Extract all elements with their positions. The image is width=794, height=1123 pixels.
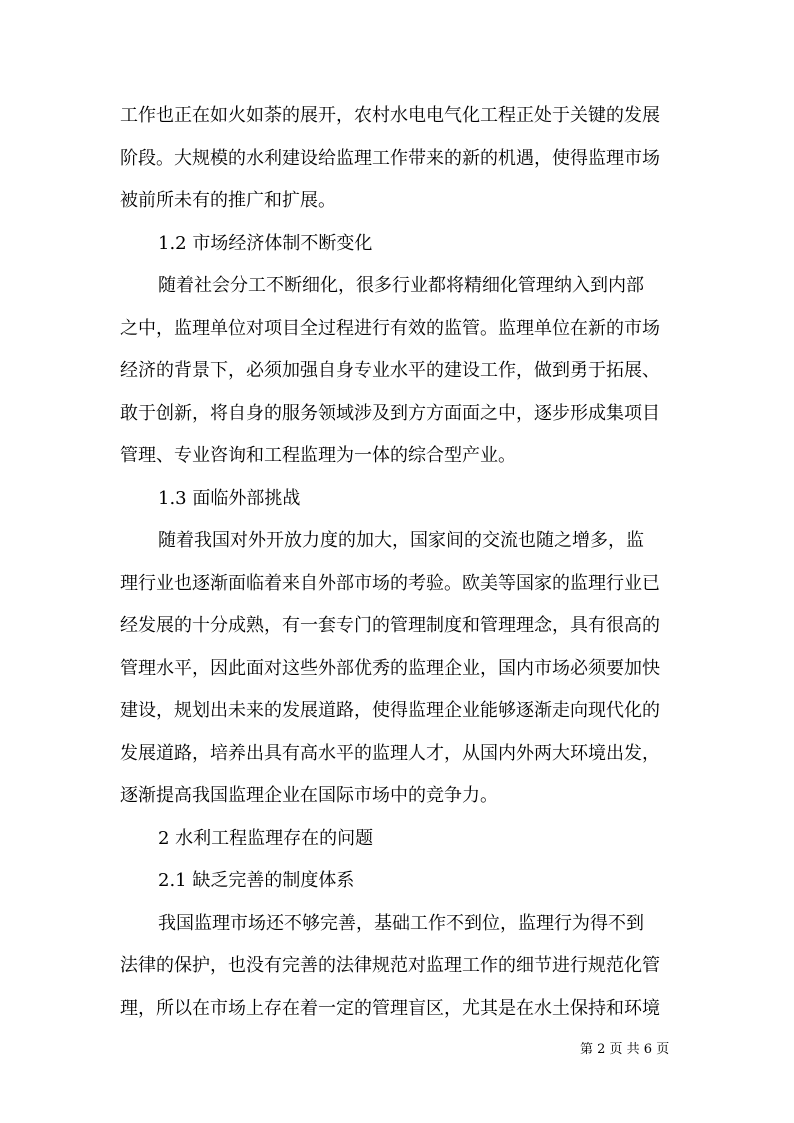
paragraph-line: 法律的保护，也没有完善的法律规范对监理工作的细节进行规范化管 [120, 955, 660, 976]
paragraph-line: 理，所以在市场上存在着一定的管理盲区，尤其是在水土保持和环境 [120, 997, 660, 1019]
page-number-footer: 第 2 页 共 6 页 [580, 1042, 670, 1057]
paragraph-line: 管理水平，因此面对这些外部优秀的监理企业，国内市场必须要加快 [120, 657, 660, 679]
paragraph-line: 逐渐提高我国监理企业在国际市场中的竞争力。 [120, 785, 498, 806]
section-heading: 1.2 市场经济体制不断变化 [158, 232, 373, 254]
paragraph-line: 管理、专业咨询和工程监理为一体的综合型产业。 [120, 445, 516, 466]
paragraph-line: 被前所未有的推广和扩展。 [120, 190, 336, 211]
section-heading: 2.1 缺乏完善的制度体系 [158, 870, 355, 891]
paragraph-line: 经发展的十分成熟，有一套专门的管理制度和管理理念，具有很高的 [120, 615, 660, 636]
paragraph-line: 之中，监理单位对项目全过程进行有效的监管。监理单位在新的市场 [120, 317, 660, 339]
paragraph-line: 建设，规划出未来的发展道路，使得监理企业能够逐渐走向现代化的 [120, 700, 660, 721]
paragraph-line: 发展道路，培养出具有高水平的监理人才，从国内外两大环境出发， [120, 742, 660, 764]
paragraph-line: 理行业也逐渐面临着来自外部市场的考验。欧美等国家的监理行业已 [120, 572, 660, 594]
paragraph-line: 随着我国对外开放力度的加大，国家间的交流也随之增多，监 [158, 530, 644, 551]
document-body [120, 95, 675, 1030]
section-heading: 2 水利工程监理存在的问题 [158, 827, 374, 849]
paragraph-line: 敢于创新，将自身的服务领域涉及到方方面面之中，逐步形成集项目 [120, 402, 660, 424]
paragraph-line: 经济的背景下，必须加强自身专业水平的建设工作，做到勇于拓展、 [120, 360, 660, 381]
paragraph-line: 我国监理市场还不够完善，基础工作不到位，监理行为得不到 [158, 912, 644, 934]
paragraph-line: 阶段。大规模的水利建设给监理工作带来的新的机遇，使得监理市场 [120, 147, 660, 169]
paragraph-line: 工作也正在如火如荼的展开，农村水电电气化工程正处于关键的发展 [120, 105, 660, 126]
section-heading: 1.3 面临外部挑战 [158, 487, 301, 509]
paragraph-line: 随着社会分工不断细化，很多行业都将精细化管理纳入到内部 [158, 275, 644, 296]
